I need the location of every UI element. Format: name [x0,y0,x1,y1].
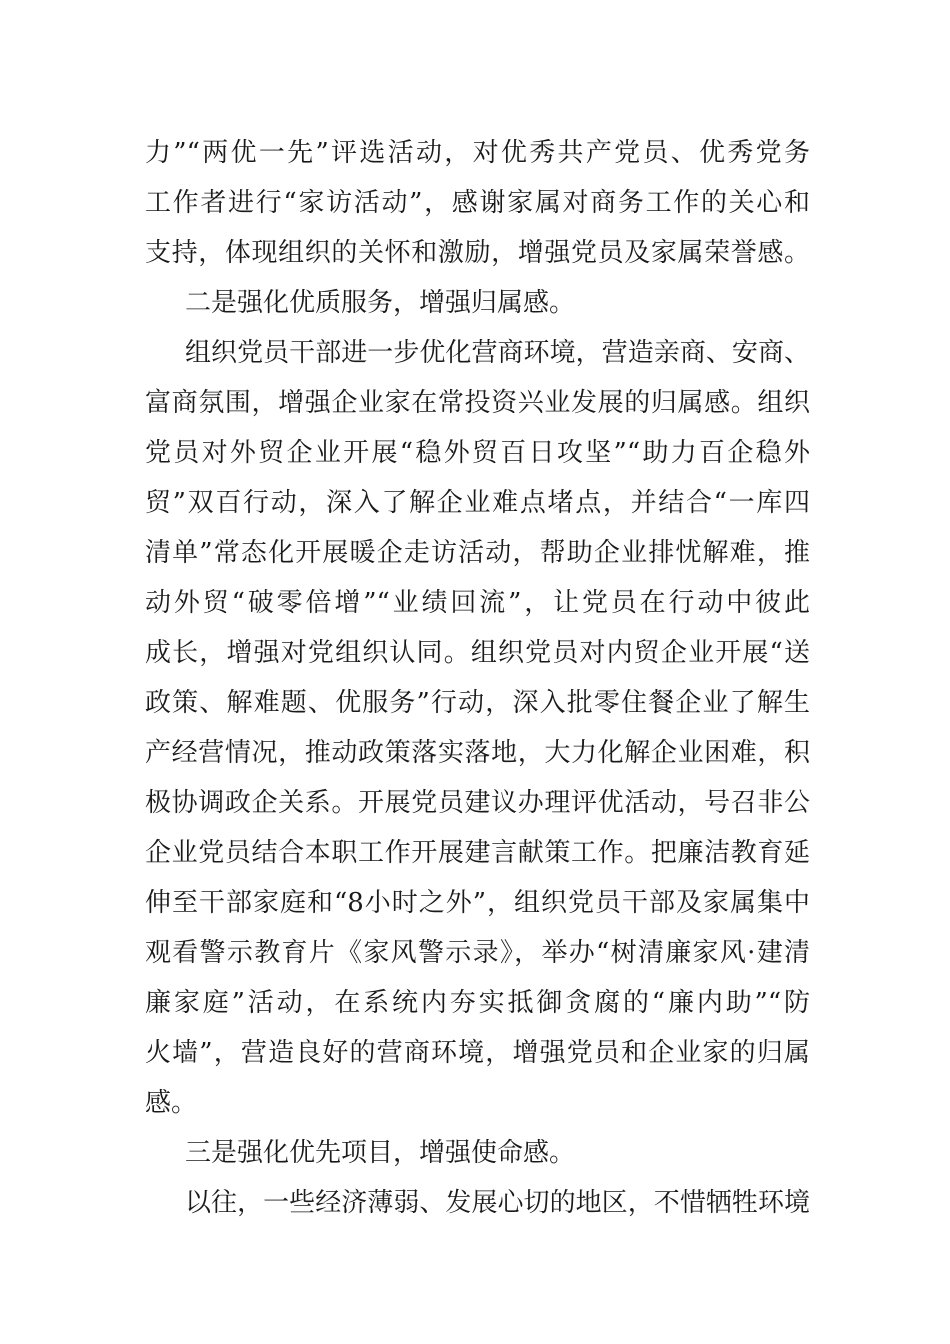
paragraph-2-line-11: 企业党员结合本职工作开展建言献策工作。把廉洁教育延 [145,838,810,868]
paragraph-2-line-16: 感。 [145,1088,198,1118]
paragraph-2-line-4: 贸”双百行动，深入了解企业难点堵点，并结合“一库四 [145,488,810,518]
paragraph-2-line-10: 极协调政企关系。开展党员建议办理评优活动，号召非公 [145,788,810,818]
paragraph-2-line-12: 伸至干部家庭和“8小时之外”，组织党员干部及家属集中 [145,888,810,918]
paragraph-2-line-15: 火墙”，营造良好的营商环境，增强党员和企业家的归属 [145,1038,810,1068]
paragraph-2-line-2: 富商氛围，增强企业家在常投资兴业发展的归属感。组织 [145,388,810,418]
paragraph-2-line-13: 观看警示教育片《家风警示录》，举办“树清廉家风·建清 [145,938,810,968]
paragraph-2-line-1: 组织党员干部进一步优化营商环境，营造亲商、安商、 [185,338,810,368]
paragraph-3-line-1: 以往，一些经济薄弱、发展心切的地区，不惜牺牲环境 [185,1188,810,1218]
paragraph-1-line-2: 工作者进行“家访活动”，感谢家属对商务工作的关心和 [145,188,810,218]
paragraph-2-line-8: 政策、解难题、优服务”行动，深入批零住餐企业了解生 [145,688,810,718]
paragraph-1-line-1: 力”“两优一先”评选活动，对优秀共产党员、优秀党务 [145,138,810,168]
paragraph-2-line-9: 产经营情况，推动政策落实落地，大力化解企业困难，积 [145,738,810,768]
paragraph-2-line-3: 党员对外贸企业开展“稳外贸百日攻坚”“助力百企稳外 [145,438,810,468]
paragraph-2-line-14: 廉家庭”活动，在系统内夯实抵御贪腐的“廉内助”“防 [145,988,810,1018]
paragraph-1-line-3: 支持，体现组织的关怀和激励，增强党员及家属荣誉感。 [145,238,810,268]
paragraph-2-line-6: 动外贸“破零倍增”“业绩回流”，让党员在行动中彼此 [145,588,810,618]
paragraph-2-line-5: 清单”常态化开展暖企走访活动，帮助企业排忧解难，推 [145,538,810,568]
paragraph-2-line-7: 成长，增强对党组织认同。组织党员对内贸企业开展“送 [145,638,810,668]
section-heading-2: 二是强化优质服务，增强归属感。 [185,288,576,318]
section-heading-3: 三是强化优先项目，增强使命感。 [185,1138,576,1168]
